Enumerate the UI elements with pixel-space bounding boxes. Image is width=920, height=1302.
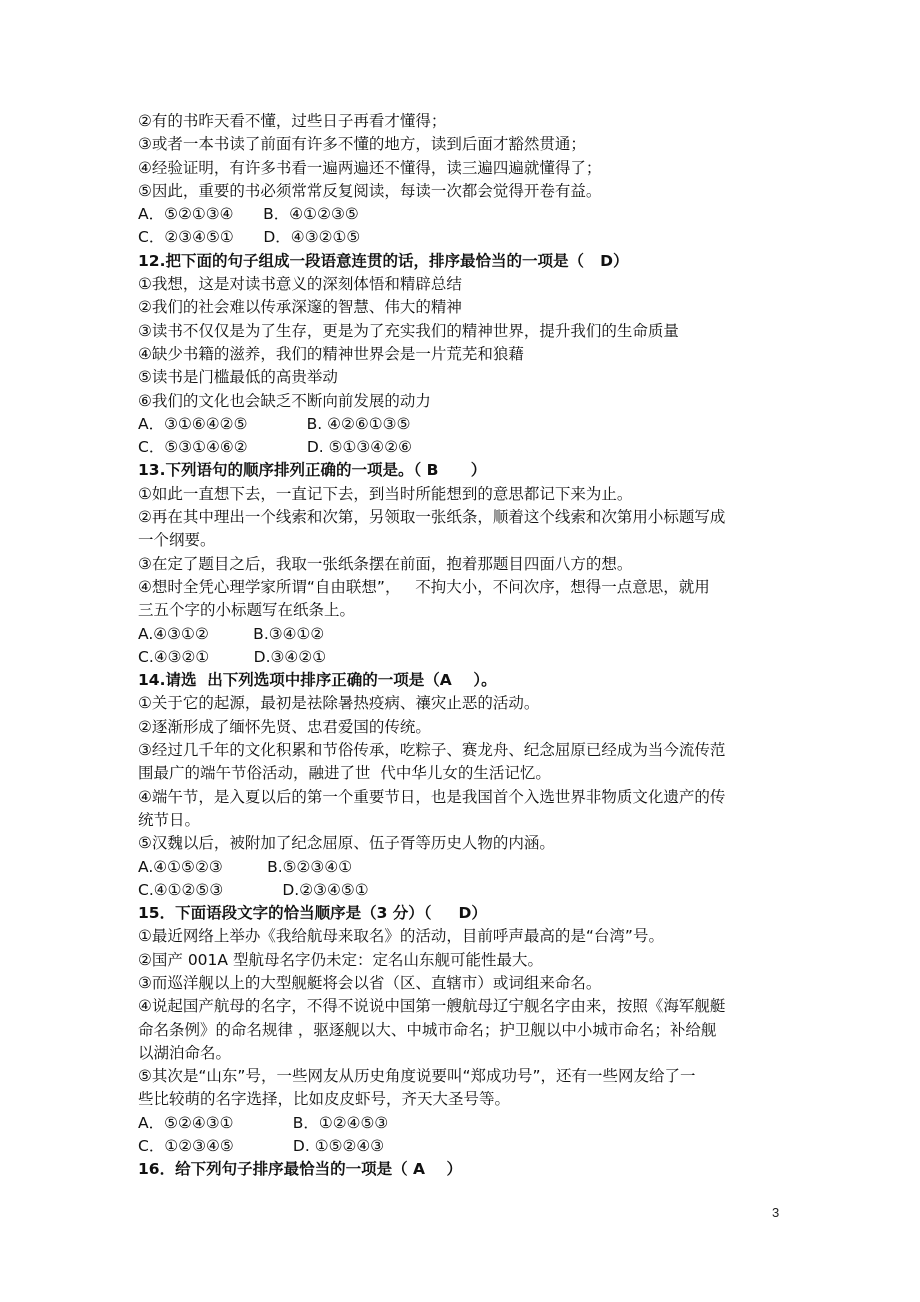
question-heading: 15．下面语段文字的恰当顺序是（3 分）（ D） xyxy=(138,904,487,923)
text-line: ⑥我们的文化也会缺乏不断向前发展的动力 xyxy=(138,391,431,410)
text-line: C.④①②⑤③ D.②③④⑤① xyxy=(138,880,369,899)
text-line: A．⑤②④③① B．①②④⑤③ xyxy=(138,1113,389,1132)
question-heading: 14.请选 出下列选项中排序正确的一项是（A ）。 xyxy=(138,671,497,690)
text-line: ④想时全凭心理学家所谓“自由联想”， 不拘大小，不问次序，想得一点意思，就用 xyxy=(138,577,710,596)
text-line: ①我想，这是对读书意义的深刻体悟和精辟总结 xyxy=(138,275,462,294)
page-body-text xyxy=(138,110,788,1182)
text-line: 一个纲要。 xyxy=(138,531,216,550)
page-number: 3 xyxy=(772,1205,780,1220)
text-line: 统节日。 xyxy=(138,810,201,829)
text-line: C．①②③④⑤ D. ①⑤②④③ xyxy=(138,1137,385,1156)
text-line: ③而巡洋舰以上的大型舰艇将会以省（区、直辖市）或词组来命名。 xyxy=(138,973,602,992)
text-line: ②我们的社会难以传承深邃的智慧、伟大的精神 xyxy=(138,298,462,317)
text-line: C．⑤③①④⑥② D. ⑤①③④②⑥ xyxy=(138,438,412,457)
text-line: ②逐渐形成了缅怀先贤、忠君爱国的传统。 xyxy=(138,717,431,736)
text-line: ③或者一本书读了前面有许多不懂的地方，读到后面才豁然贯通； xyxy=(138,135,586,154)
text-line: ②有的书昨天看不懂，过些日子再看才懂得； xyxy=(138,112,447,130)
text-line: ③在定了题目之后，我取一张纸条摆在前面，抱着那题目四面八方的想。 xyxy=(138,554,633,573)
text-line: C.④③②① D.③④②① xyxy=(138,647,327,666)
text-line: ②国产 001A 型航母名字仍未定：定名山东舰可能性最大。 xyxy=(138,950,543,969)
text-line: ③经过几千年的文化积累和节俗传承，吃粽子、赛龙舟、纪念屈原已经成为当今流传范 xyxy=(138,741,726,760)
text-line: 三五个字的小标题写在纸条上。 xyxy=(138,601,356,620)
text-line: ④缺少书籍的滋养，我们的精神世界会是一片荒芜和狼藉 xyxy=(138,344,524,363)
question-heading: 12.把下面的句子组成一段语意连贯的话，排序最恰当的一项是（ D） xyxy=(138,251,629,270)
text-line: ③读书不仅仅是为了生存，更是为了充实我们的精神世界，提升我们的生命质量 xyxy=(138,321,679,340)
text-line: C．②③④⑤① D．④③②①⑤ xyxy=(138,228,361,247)
text-line: ⑤其次是“山东”号，一些网友从历史角度说要叫“郑成功号”，还有一些网友给了一 xyxy=(138,1067,696,1086)
question-heading: 16．给下列句子排序最恰当的一项是（ A ） xyxy=(138,1160,463,1179)
text-line: A.④③①② B.③④①② xyxy=(138,624,325,643)
text-line: ⑤汉魏以后，被附加了纪念屈原、伍子胥等历史人物的内涵。 xyxy=(138,834,555,853)
text-line: A．③①⑥④②⑤ B. ④②⑥①③⑤ xyxy=(138,414,411,433)
text-line: ④说起国产航母的名字，不得不说说中国第一艘航母辽宁舰名字由来，按照《海军舰艇 xyxy=(138,997,726,1016)
text-line: 以湖泊命名。 xyxy=(138,1043,232,1062)
text-line: A.④①⑤②③ B.⑤②③④① xyxy=(138,857,353,876)
text-line: 命名条例》的命名规律 ，驱逐舰以大、中城市命名；护卫舰以中小城市命名；补给舰 xyxy=(138,1020,717,1039)
text-line: ①如此一直想下去，一直记下去，到当时所能想到的意思都记下来为止。 xyxy=(138,484,633,503)
question-heading: 13.下列语句的顺序排列正确的一项是。（ B ） xyxy=(138,461,487,480)
text-line: ⑤因此，重要的书必须常常反复阅读，每读一次都会觉得开卷有益。 xyxy=(138,181,602,200)
text-line: ⑤读书是门槛最低的高贵举动 xyxy=(138,368,338,387)
text-line: 围最广的端午节俗活动，融进了世 代中华儿女的生活记忆。 xyxy=(138,764,551,783)
text-line: ①最近网络上举办《我给航母来取名》的活动，目前呼声最高的是“台湾”号。 xyxy=(138,927,664,946)
text-line: A．⑤②①③④ B．④①②③⑤ xyxy=(138,205,359,224)
text-line: ④端午节，是入夏以后的第一个重要节日，也是我国首个入选世界非物质文化遗产的传 xyxy=(138,787,726,806)
text-line: ②再在其中理出一个线索和次第，另领取一张纸条，顺着这个线索和次第用小标题写成 xyxy=(138,508,726,527)
text-line: ④经验证明，有许多书看一遍两遍还不懂得，读三遍四遍就懂得了； xyxy=(138,158,602,177)
text-line: 些比较萌的名字选择，比如皮皮虾号，齐天大圣号等。 xyxy=(138,1090,511,1109)
text-line: ①关于它的起源，最初是祛除暑热疫病、禳灾止恶的活动。 xyxy=(138,694,540,713)
